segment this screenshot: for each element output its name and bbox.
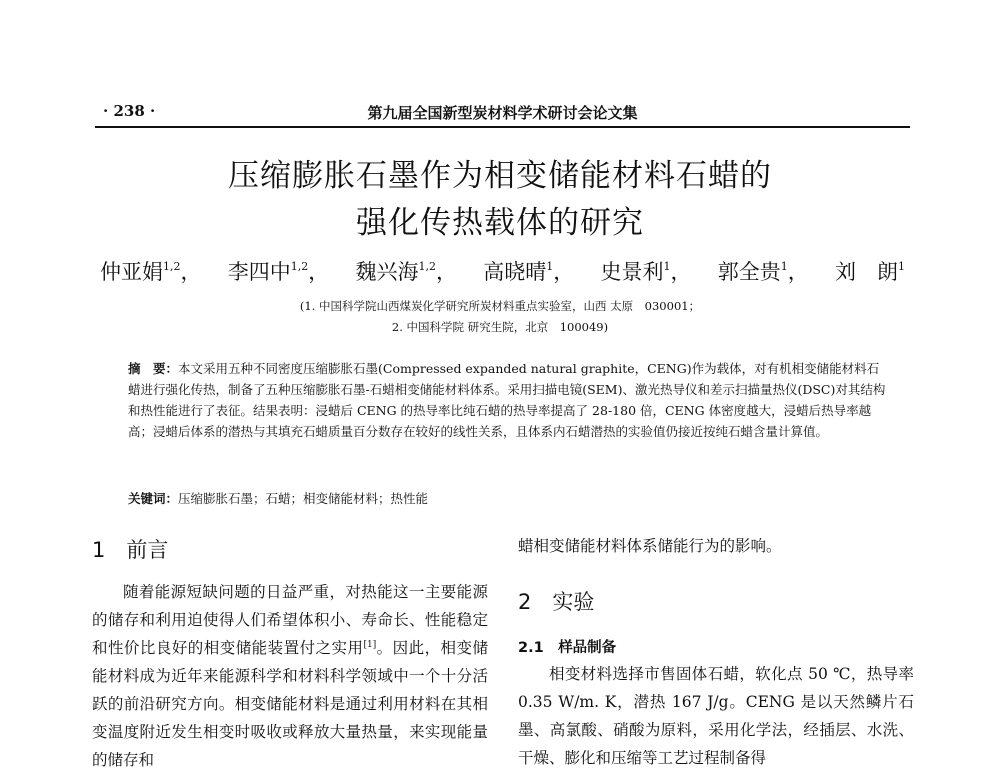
running-header bbox=[95, 98, 910, 128]
right-column-body bbox=[518, 660, 914, 772]
keywords bbox=[128, 489, 888, 507]
subsection-number: 2.1 bbox=[518, 640, 544, 656]
paper-title-line-1: 压缩膨胀石墨作为相变储能材料石蜡的 bbox=[228, 158, 772, 194]
abstract bbox=[128, 358, 888, 442]
subsection-2-1-heading bbox=[518, 636, 616, 657]
author: 仲亚娟$^{1,2}$， bbox=[100, 260, 202, 284]
section-1-heading bbox=[92, 534, 168, 564]
continuation-text: 蜡相变储能材料体系储能行为的影响。 bbox=[518, 537, 782, 555]
left-column bbox=[92, 578, 488, 774]
author: 魏兴海$^{1,2}$， bbox=[355, 260, 457, 284]
author: 李四中$^{1,2}$， bbox=[227, 260, 330, 284]
affiliation-line-2: 2. 中国科学院 研究生院，北京 100049) bbox=[391, 320, 609, 334]
author-list bbox=[100, 256, 905, 290]
author: 高晓晴$^1$， bbox=[483, 260, 575, 284]
abstract-text: 本文采用五种不同密度压缩膨胀石墨(Compressed expanded natural graphite，CENG)作为载体，对有机相变储能材料石蜡进行强化传热，制备了五种压缩膨胀石墨-石蜡相变储能材料体系。采用扫描电镜(SEM)、激光热导仪和差示扫描量热仪(DSC)对其结构和热性能进行了表征。结果表明：浸蜡后 CENG 的热导率比纯石蜡的热导率提高了 28-180 倍，CENG 体密度越大，浸蜡后热导率越高；浸蜡后体系的潜热与其填充石蜡质量百分数存在较好的线性关系，且体系内石蜡潜热的实验值仍接近按纯石蜡含量计算值。 bbox=[128, 361, 886, 439]
sample-preparation-paragraph: 相变材料选择市售固体石蜡，软化点 50 ℃，热导率 0.35 W/m. K，潜热 167 J/g。CENG 是以天然鳞片石墨、高氯酸、硝酸为原料，采用化学法，经插层、水洗、干燥、膨化和压缩等工艺过程制备得 bbox=[518, 665, 914, 767]
section-title: 前言 bbox=[126, 538, 169, 562]
right-column-continuation bbox=[518, 532, 914, 560]
section-number: 1 bbox=[92, 538, 106, 562]
author: 刘 朗$^1$ bbox=[835, 260, 905, 284]
subsection-title: 样品制备 bbox=[558, 640, 617, 656]
section-number: 2 bbox=[518, 590, 532, 614]
keywords-label: 关键词： bbox=[128, 491, 179, 506]
citation: [1] bbox=[363, 640, 377, 650]
author: 郭全贵$^1$， bbox=[717, 260, 809, 284]
section-2-heading bbox=[518, 586, 594, 616]
section-title: 实验 bbox=[552, 590, 595, 614]
journal-title: 第九届全国新型炭材料学术研讨会论文集 bbox=[367, 104, 638, 122]
abstract-label: 摘 要： bbox=[128, 361, 179, 376]
author: 史景利$^1$， bbox=[600, 260, 692, 284]
affiliation-line-1: (1. 中国科学院山西煤炭化学研究所炭材料重点实验室，山西 太原 030001； bbox=[299, 299, 701, 313]
page-number: · 238 · bbox=[103, 102, 156, 120]
header-rule bbox=[95, 126, 910, 128]
keywords-text: 压缩膨胀石墨；石蜡；相变储能材料；热性能 bbox=[178, 491, 429, 506]
paper-title-line-2: 强化传热载体的研究 bbox=[356, 205, 644, 241]
introduction-paragraph: 随着能源短缺问题的日益严重，对热能这一主要能源的储存和利用迫使得人们希望体积小、寿命长、性能稳定和性价比良好的相变储能装置付之实用[1]。因此，相变储能材料成为近年来能源科学和材料科学领域中一个十分活跃的前沿研究方向。相变储能材料是通过利用材料在其相变温度附近发生相变时吸收或释放大量热量，来实现能量的储存和 bbox=[92, 583, 488, 769]
